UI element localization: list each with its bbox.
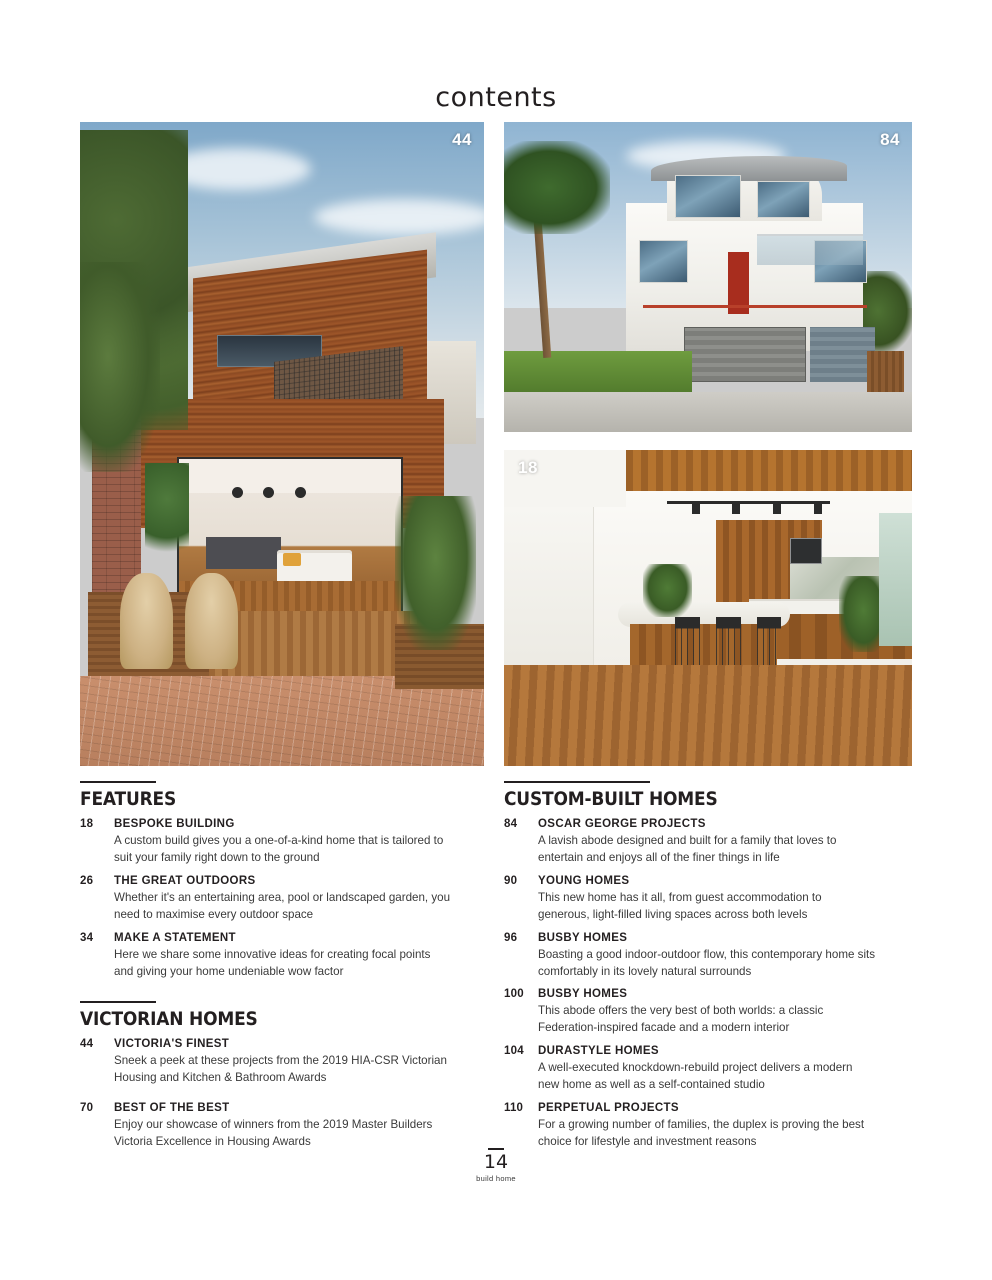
entry-description: Whether it's an entertaining area, pool or landscaped garden, you need to maximise every outdoor space (114, 890, 451, 921)
entry-page-number: 26 (80, 874, 94, 887)
section-rule (80, 1001, 156, 1003)
entry-title: THE GREAT OUTDOORS (114, 874, 256, 887)
entry-description: A well-executed knockdown-rebuild project delivers a modern new home as well as a self-contained studio (538, 1061, 853, 1092)
wall-oven (790, 538, 823, 563)
contents-column-right (504, 781, 876, 1158)
spotlight (732, 501, 740, 514)
indoor-plant (643, 564, 692, 618)
entry-title: MAKE A STATEMENT (114, 931, 236, 944)
entry-description: A lavish abode designed and built for a family that loves to entertain and enjoys all of the finer things in life (538, 834, 837, 864)
entry-description: This abode offers the very best of both worlds: a classic Federation-inspired facade and a modern interior (538, 1004, 824, 1035)
timber-ceiling (618, 450, 912, 491)
section-heading: FEATURES (80, 789, 177, 810)
contents-entry[interactable] (80, 1037, 452, 1087)
section-heading: VICTORIAN HOMES (80, 1009, 258, 1031)
folio-number: 14 (483, 1151, 509, 1173)
entry-title: YOUNG HOMES (538, 874, 630, 887)
footer-rule (488, 1148, 504, 1150)
entry-description: Sneek a peek at these projects from the 2019 HIA-CSR Victorian Housing and Kitchen & Bathroom Awards (114, 1054, 447, 1085)
entry-title: OSCAR GEORGE PROJECTS (538, 818, 706, 830)
entry-description: A custom build gives you a one-of-a-kind home that is tailored to suit your family right down to the ground (114, 834, 444, 864)
window-glass (879, 513, 912, 646)
feature-photo-timber-house (80, 122, 484, 766)
window-glass (675, 175, 740, 218)
entry-description: Here we share some innovative ideas for creating focal points and giving your home undeniable wow factor (114, 947, 431, 978)
glass-balustrade (757, 234, 863, 265)
feature-photo-coastal-home (504, 122, 912, 432)
section-custom-built-homes (504, 781, 876, 1151)
contents-entry[interactable] (80, 817, 452, 867)
contents-entry[interactable] (504, 874, 876, 924)
spotlight (773, 501, 781, 514)
pendant-light (232, 487, 243, 498)
contents-entry[interactable] (80, 931, 452, 981)
contents-entry[interactable] (504, 931, 876, 981)
entry-description: Boasting a good indoor-outdoor flow, this contemporary home sits comfortably in its lovely natural surrounds (538, 947, 876, 978)
entry-description: For a growing number of families, the duplex is proving the best choice for lifestyle and investment reasons (538, 1118, 865, 1148)
interior-ceiling (179, 459, 401, 494)
wall-panel (504, 507, 594, 671)
timber-floor (504, 665, 912, 766)
timber-fence (867, 351, 904, 391)
contents-entry[interactable] (504, 1101, 876, 1151)
entry-page-number: 44 (80, 1038, 94, 1051)
contents-entry[interactable] (504, 817, 876, 867)
spotlight (814, 501, 822, 514)
front-lawn (504, 351, 692, 394)
section-features (80, 781, 452, 980)
contents-column-left (80, 781, 452, 1158)
potted-plant (145, 463, 189, 566)
spotlight (692, 501, 700, 514)
entry-page-number: 110 (504, 1101, 524, 1114)
magazine-imprint: build home (476, 1173, 516, 1183)
entry-page-number: 18 (80, 818, 94, 830)
cushion (283, 553, 301, 566)
entry-title: BESPOKE BUILDING (114, 818, 235, 830)
rattan-chair (185, 573, 238, 670)
entry-page-number: 90 (504, 874, 518, 887)
entry-page-number: 84 (504, 818, 518, 830)
entry-page-number: 104 (504, 1045, 524, 1058)
kitchen-island (206, 537, 282, 568)
garage-door (684, 327, 806, 383)
entry-title: VICTORIA'S FINEST (114, 1038, 230, 1051)
brick-paving (80, 676, 484, 766)
contents-entry[interactable] (80, 1101, 452, 1151)
entry-page-number: 100 (504, 988, 524, 1001)
entry-title: BUSBY HOMES (538, 988, 628, 1001)
window-glass (757, 181, 810, 218)
photo-page-number: 18 (518, 458, 538, 477)
entry-title: DURASTYLE HOMES (538, 1045, 659, 1058)
page-footer (0, 1148, 992, 1183)
entry-page-number: 34 (80, 931, 94, 944)
entry-title: BUSBY HOMES (538, 931, 628, 944)
garden-shrub (395, 496, 476, 651)
red-handrail (643, 305, 867, 308)
entry-title: PERPETUAL PROJECTS (538, 1101, 679, 1114)
entry-description: This new home has it all, from guest accommodation to generous, light-filled living spaces across both levels (538, 890, 822, 921)
entry-title: BEST OF THE BEST (114, 1102, 230, 1115)
contents-entry[interactable] (504, 987, 876, 1037)
window-glass (639, 240, 688, 283)
entry-description: Enjoy our showcase of winners from the 2019 Master Builders Victoria Excellence in Housing Awards (114, 1118, 433, 1149)
pendant-light (263, 487, 274, 498)
driveway (504, 392, 912, 432)
entry-page-number: 96 (504, 931, 518, 944)
photo-page-number: 44 (452, 130, 472, 149)
contents-entry[interactable] (504, 1044, 876, 1094)
feature-photo-kitchen (504, 450, 912, 766)
photo-page-number: 84 (880, 130, 900, 149)
pendant-light (295, 487, 306, 498)
island-base (630, 624, 777, 665)
palm-fronds (504, 141, 610, 234)
section-rule (80, 781, 156, 783)
section-rule (504, 781, 650, 783)
section-victorian-homes (80, 1001, 452, 1151)
contents-entry[interactable] (80, 874, 452, 924)
tree-foliage (80, 262, 160, 472)
page-title: contents (435, 82, 557, 113)
rattan-chair (120, 573, 173, 670)
entry-page-number: 70 (80, 1102, 94, 1115)
garage-door (810, 327, 875, 383)
section-heading: CUSTOM-BUILT HOMES (504, 789, 718, 810)
